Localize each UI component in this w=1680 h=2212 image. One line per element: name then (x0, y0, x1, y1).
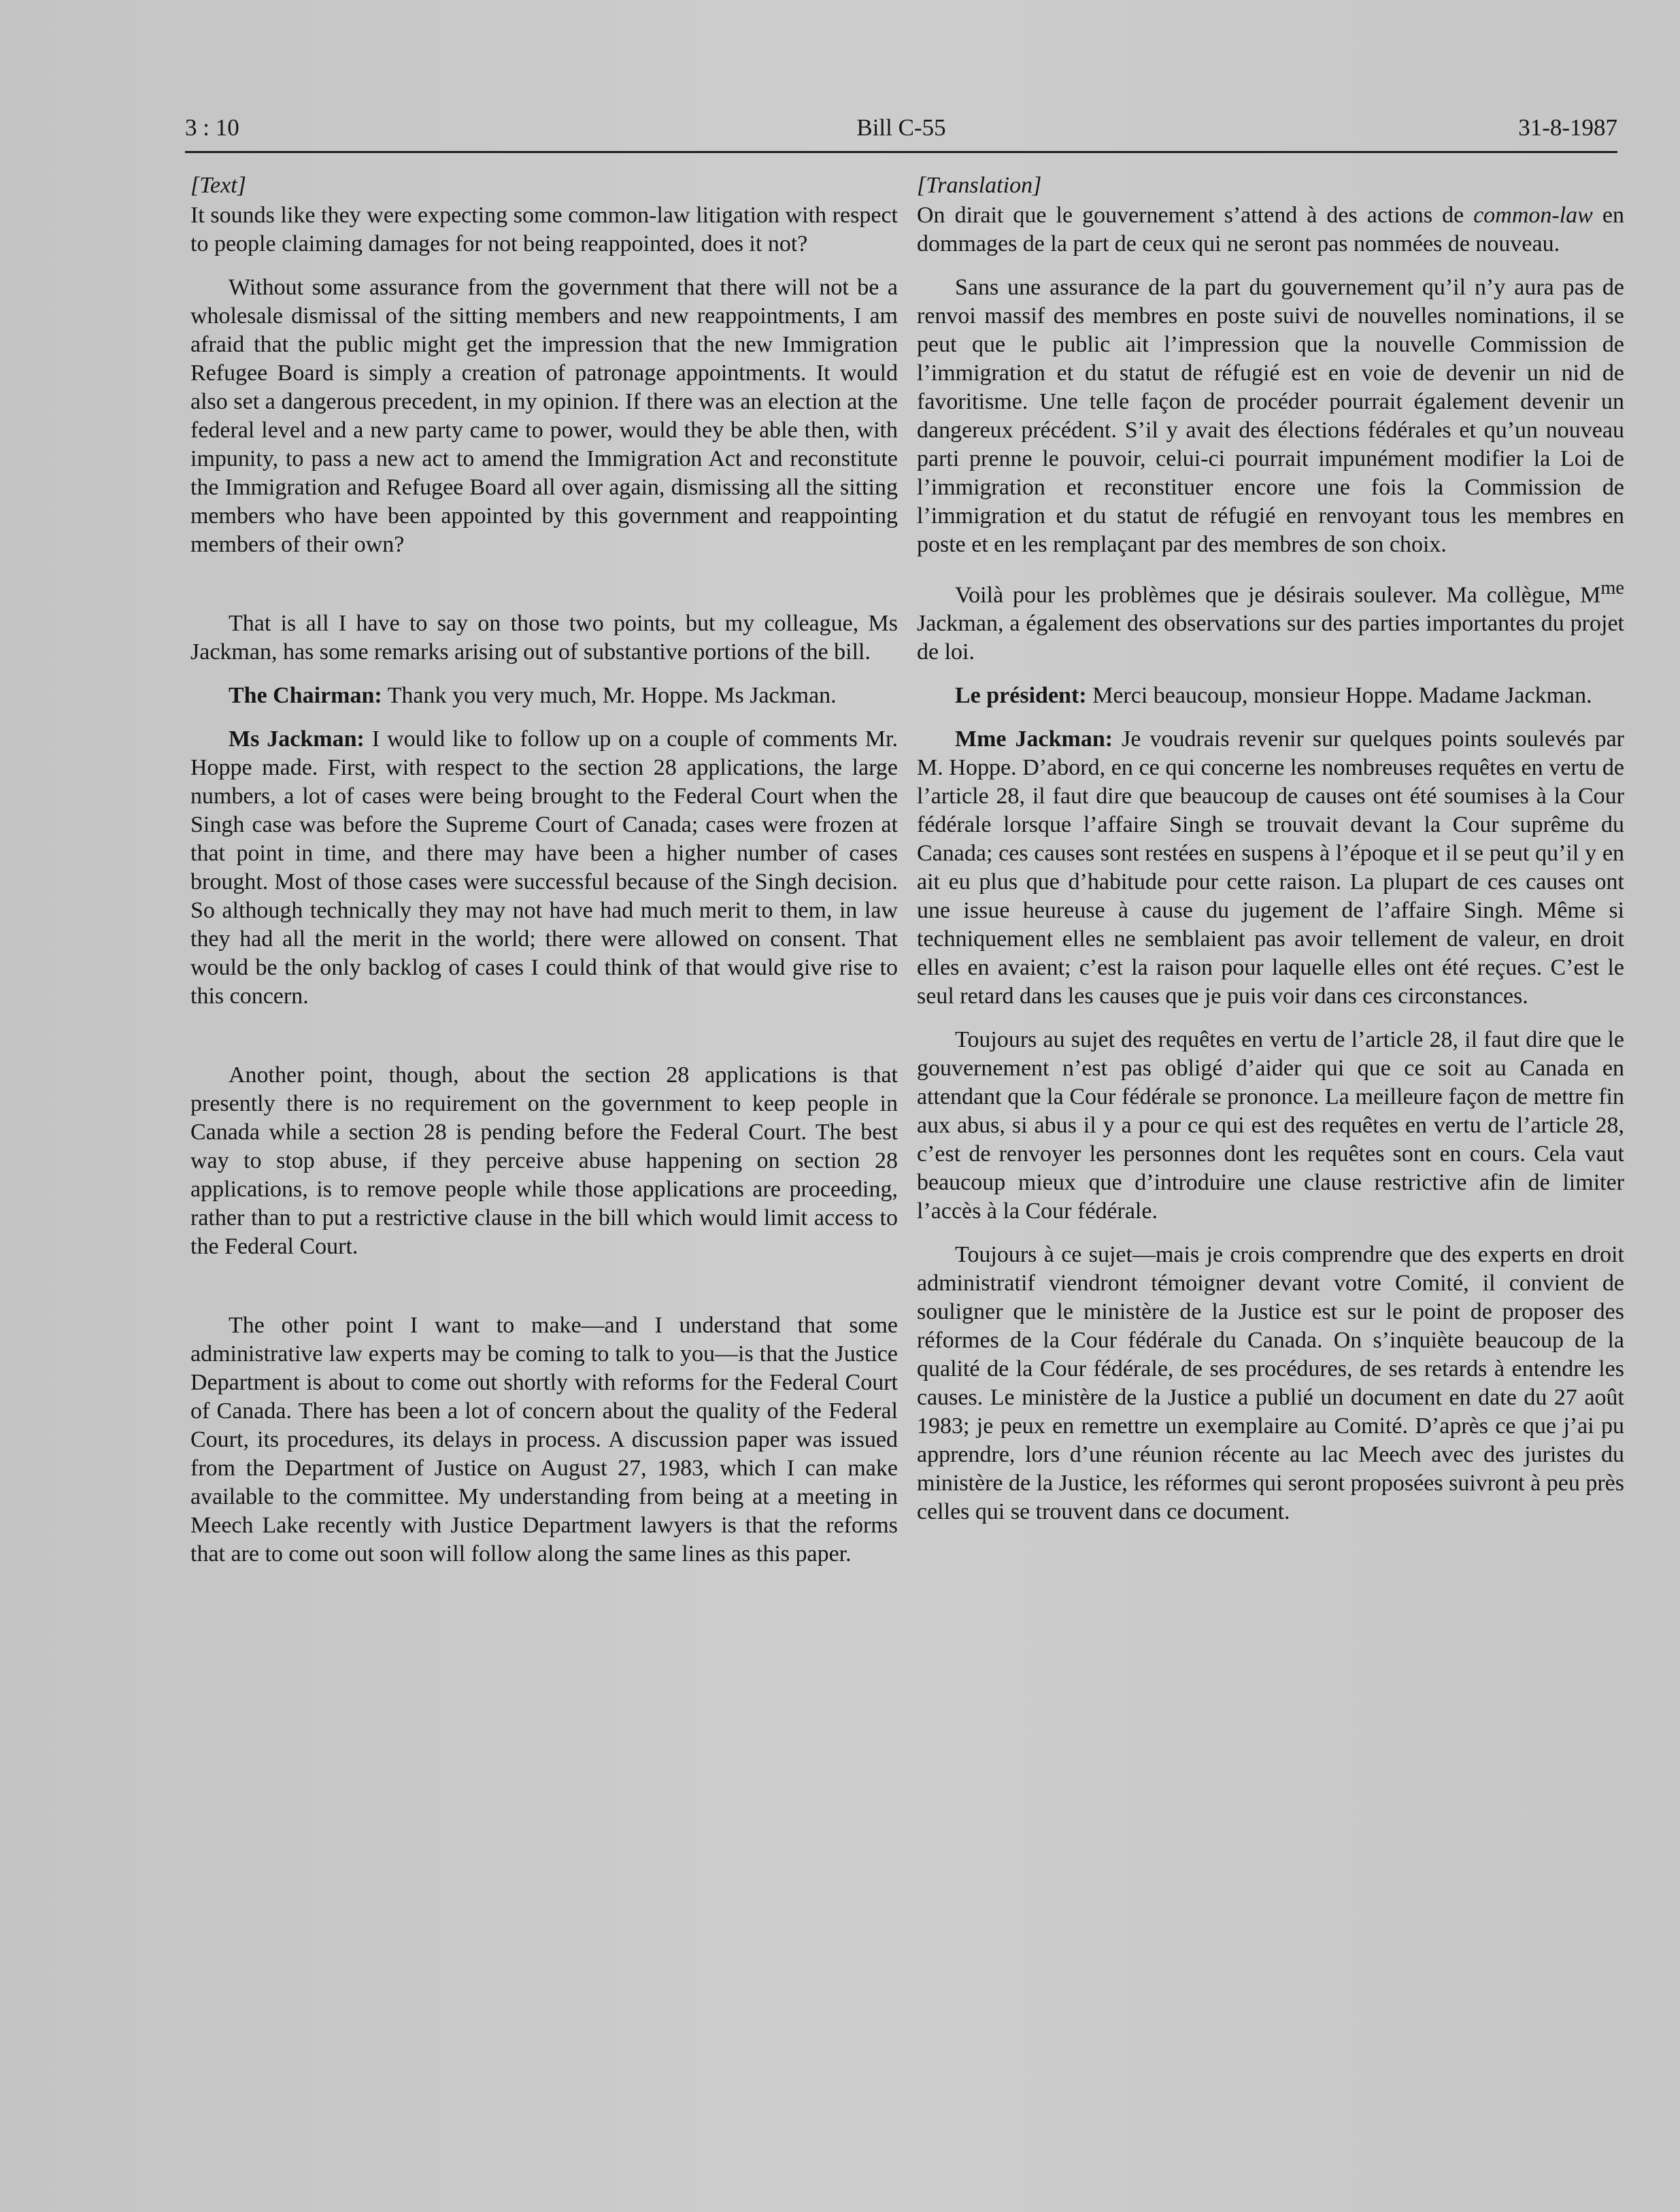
paragraph: It sounds like they were expecting some common-law litigation with respect to people claiming damages for not being reappointed, does it not? (190, 203, 898, 256)
paragraph: Without some assurance from the government that there will not be a wholesale dismissal of the sitting members and new reappointments, I am afraid that the public might get the impression that the new Immigration Refugee Board is simply a creation of patronage appointments. It would also set a dangerous precedent, in my opinion. If there was an election at the federal level and a new party came to power, would they be able then, with impunity, to pass a new act to amend the Immigration Act and reconstitute the Immigration and Refugee Board all over again, dismissing all the sitting members who have been appointed by this government and reappointing members of their own? (190, 275, 898, 557)
speaker-paragraph (917, 725, 1624, 1011)
paragraph: On dirait que le gouvernement s’attend à des actions de common-law en dommages de la part de ceux qui ne seront pas nommées de nouveau. (917, 203, 1625, 256)
speaker-name: The Chairman: (229, 683, 382, 708)
speaker-paragraph (190, 725, 898, 1011)
paragraph: The other point I want to make—and I understand that some administrative law experts may be coming to talk to you—is that the Justice Department is about to come out shortly with reforms for the Federal Court of Canada. There has been a lot of concern about the quality of the Federal Court, its procedures, its delays in process. A discussion paper was issued from the Department of Justice on August 27, 1983, which I can make available to the committee. My understanding from being at a meeting in Meech Lake recently with Justice Department lawyers is that the reforms that are to come out soon will follow along the same lines as this paper. (190, 1313, 898, 1566)
page-date: 31-8-1987 (1518, 114, 1617, 141)
speaker-paragraph (917, 682, 1624, 710)
speaker-name: Le président: (955, 683, 1087, 709)
paragraph: That is all I have to say on those two points, but my colleague, Ms Jackman, has some remarks arising out of substantive portions of the bill. (190, 611, 898, 665)
bill-title: Bill C-55 (856, 114, 946, 141)
translation-tag: [Translation] (917, 173, 1042, 198)
speaker-text: I would like to follow up on a couple of comments Mr. Hoppe made. First, with respect to the section 28 applications, the large numbers, a lot of cases were being brought to the Federal Court when the Singh case was before the Supreme Court of Canada; cases were frozen at that point in time, and there may have been a higher number of cases brought. Most of those cases were successful because of the Singh decision. So although technically they may not have had much merit to them, in law they had all the merit in the world; there were allowed on consent. That would be the only backlog of cases I could think of that would give rise to this concern. (190, 726, 898, 1009)
paragraph: Sans une assurance de la part du gouvernement qu’il n’y aura pas de renvoi massif des membres en poste suivi de nouvelles nominations, il se peut que le public ait l’impression que la nouvelle Commission de l’immigration et du statut de réfugié est en voie de devenir un nid de favoritisme. Une telle façon de procéder pourrait également devenir un dangereux précédent. S’il y avait des élections fédérales et qu’un nouveau parti prenne le pouvoir, celui-ci pourrait impunément modifier la Loi de l’immigration et reconstituer encore une fois la Commission de l’immigration et du statut de réfugié en renvoyant tous les membres en poste et en les remplaçant par des membres de son choix. (917, 275, 1624, 557)
paragraph: Another point, though, about the section 28 applications is that presently there is no requirement on the government to keep people in Canada while a section 28 is pending before the Federal Court. The best way to stop abuse, if they perceive abuse happening on section 28 applications, is to remove people while those applications are proceeding, rather than to put a restrictive clause in the bill which would limit access to the Federal Court. (190, 1062, 898, 1259)
speaker-text: Je voudrais revenir sur quelques points soulevés par M. Hoppe. D’abord, en ce qui concerne les nombreuses requêtes en vertu de l’article 28, il faut dire que beaucoup de causes ont été soumises à la Cour fédérale lorsque l’affaire Singh se trouvait devant la Cour suprême du Canada; ces causes sont restées en suspens à l’époque et il se peut qu’il y en ait eu plus que d’habitude pour cette raison. La plupart de ces causes ont une issue heureuse à cause du jugement de l’affaire Singh. Même si techniquement elles ne semblaient pas avoir tellement de valeur, en droit elles en avaient; c’est la raison pour laquelle elles ont été reçues. C’est le seul retard dans les causes que je puis voir dans ces circonstances. (917, 726, 1625, 1009)
speaker-text: Merci beaucoup, monsieur Hoppe. Madame Jackman. (1086, 683, 1592, 709)
speaker-text: Thank you very much, Mr. Hoppe. Ms Jackman. (382, 683, 837, 708)
header-rule (185, 151, 1617, 153)
speaker-paragraph (190, 682, 898, 710)
text-tag: [Text] (190, 173, 246, 198)
paragraph: Voilà pour les problèmes que je désirais soulever. Ma collègue, $M^{me}$ Jackman, a également des observations sur des parties importantes du projet de loi. (917, 577, 1624, 665)
paragraph: Toujours à ce sujet—mais je crois comprendre que des experts en droit administratif viendront témoigner devant votre Comité, il convient de souligner que le ministère de la Justice est sur le point de proposer des réformes de la Cour fédérale du Canada. On s’inquiète beaucoup de la qualité de la Cour fédérale, de ses procédures, de ses retards à entendre les causes. Le ministère de la Justice a publié un document en date du 27 août 1983; je peux en remettre un exemplaire au Comité. D’après ce que j’ai pu apprendre, lors d’une réunion récente au lac Meech avec des juristes du ministère de la Justice, les réformes qui seront proposées suivront à peu près celles qui se trouvent dans ce document. (917, 1242, 1624, 1525)
page-number: 3 : 10 (185, 114, 239, 141)
english-column (190, 171, 898, 1569)
page-header (185, 109, 1617, 150)
speaker-name: Mme Jackman: (955, 726, 1113, 752)
speaker-name: Ms Jackman: (229, 726, 365, 752)
paragraph: Toujours au sujet des requêtes en vertu de l’article 28, il faut dire que le gouvernement n’est pas obligé d’aider qui que ce soit au Canada en attendant que la Cour fédérale se prononce. La meilleure façon de mettre fin aux abus, si abus il y a pour ce qui est des requêtes en vertu de l’article 28, c’est de renvoyer les personnes dont les requêtes sont en cours. Cela vaut beaucoup mieux que d’introduire une clause restrictive afin de limiter l’accès à la Cour fédérale. (917, 1027, 1624, 1224)
emphasis: common-law (1473, 203, 1593, 228)
french-column (917, 171, 1624, 1526)
superscript: me (1600, 577, 1624, 599)
